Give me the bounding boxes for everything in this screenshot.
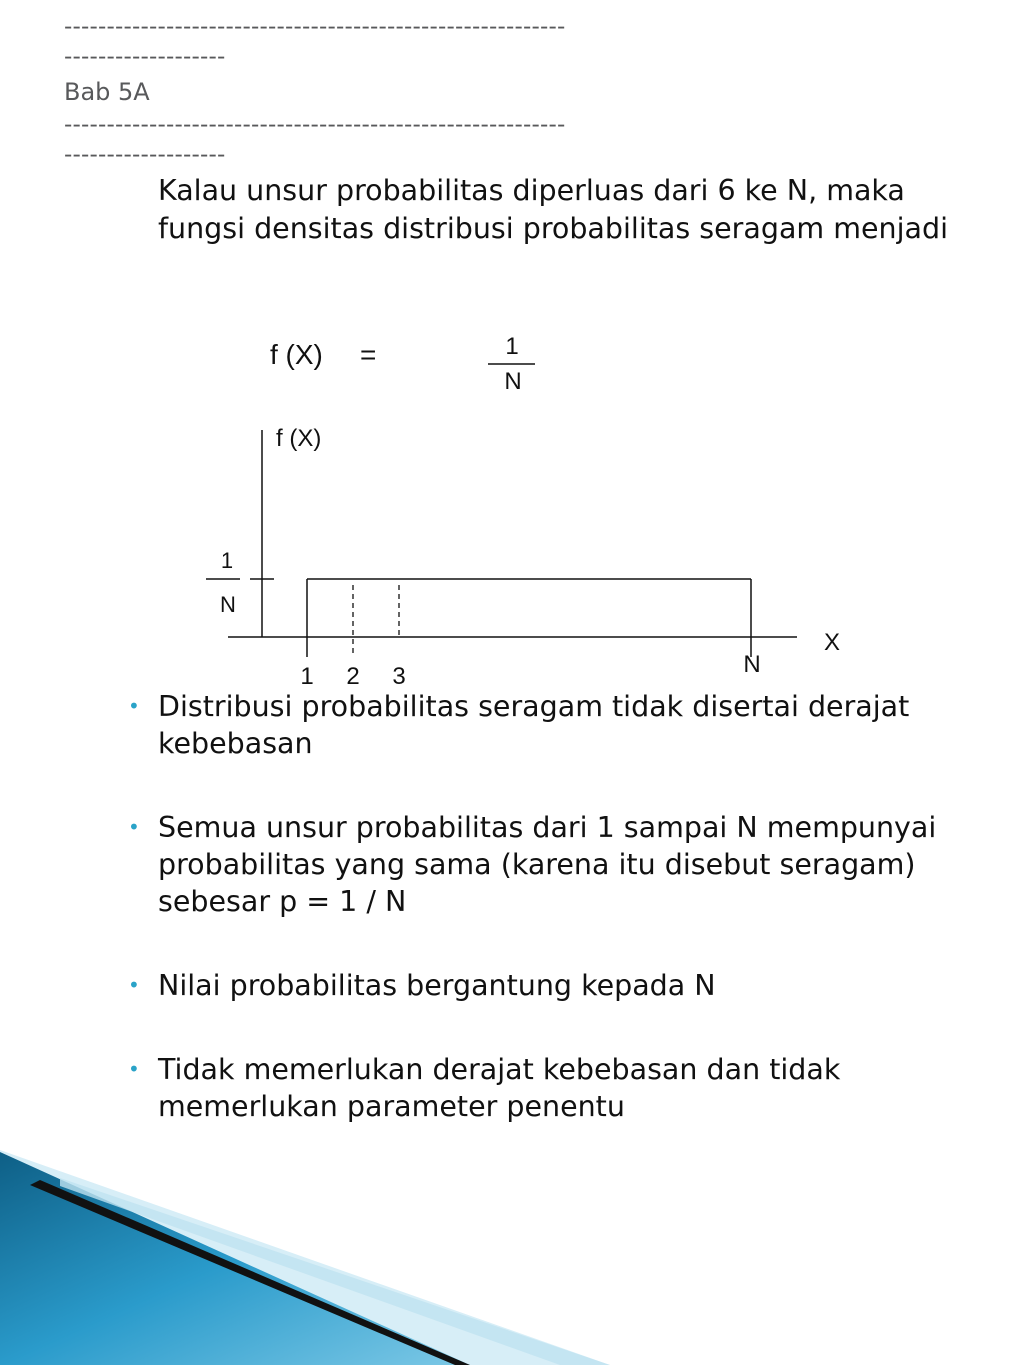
bullet-text: Tidak memerlukan derajat kebebasan dan tidak memerlukan parameter penentu xyxy=(158,1053,841,1123)
tick-label: 1 xyxy=(300,663,314,690)
x-axis-label: X xyxy=(823,629,841,656)
header-dash-line: ----------------------------------------------------------- xyxy=(64,112,566,138)
tick-label: 2 xyxy=(346,663,360,690)
bullet-text: Nilai probabilitas bergantung kepada N xyxy=(158,969,716,1002)
formula-equals: = xyxy=(360,339,377,370)
bullet-text: Semua unsur probabilitas dari 1 sampai N mempunyai probabilitas yang sama (karena itu disebut seragam) sebesar p = 1 / N xyxy=(158,811,937,918)
bullet-icon: • xyxy=(128,815,140,839)
bullet-list xyxy=(128,688,968,1172)
tick-label: 3 xyxy=(392,663,406,690)
header-dash-line: ------------------- xyxy=(64,142,226,168)
formula-lhs: f (X) xyxy=(270,339,323,370)
slide-title: Bab 5A xyxy=(64,78,150,106)
bullet-item xyxy=(128,688,968,762)
y-axis-label: f (X) xyxy=(276,425,322,452)
header-dash-line: ------------------- xyxy=(64,44,226,70)
bullet-item xyxy=(128,809,968,920)
bullet-item xyxy=(128,1051,968,1125)
bullet-item xyxy=(128,967,968,1004)
header-dash-line: ----------------------------------------------------------- xyxy=(64,14,566,40)
intro-text: Kalau unsur probabilitas diperluas dari 6 ke N, maka fungsi densitas distribusi probabilitas seragam menjadi xyxy=(158,174,948,245)
bullet-icon: • xyxy=(128,973,140,997)
formula-numerator: 1 xyxy=(505,333,519,360)
bullet-text: Distribusi probabilitas seragam tidak disertai derajat kebebasan xyxy=(158,690,910,760)
tick-label-n: N xyxy=(743,651,761,678)
formula-denominator: N xyxy=(504,368,522,395)
level-denominator: N xyxy=(220,592,236,617)
bullet-icon: • xyxy=(128,1057,140,1081)
corner-decoration xyxy=(0,1140,620,1365)
level-numerator: 1 xyxy=(220,548,234,573)
bullet-icon: • xyxy=(128,694,140,718)
